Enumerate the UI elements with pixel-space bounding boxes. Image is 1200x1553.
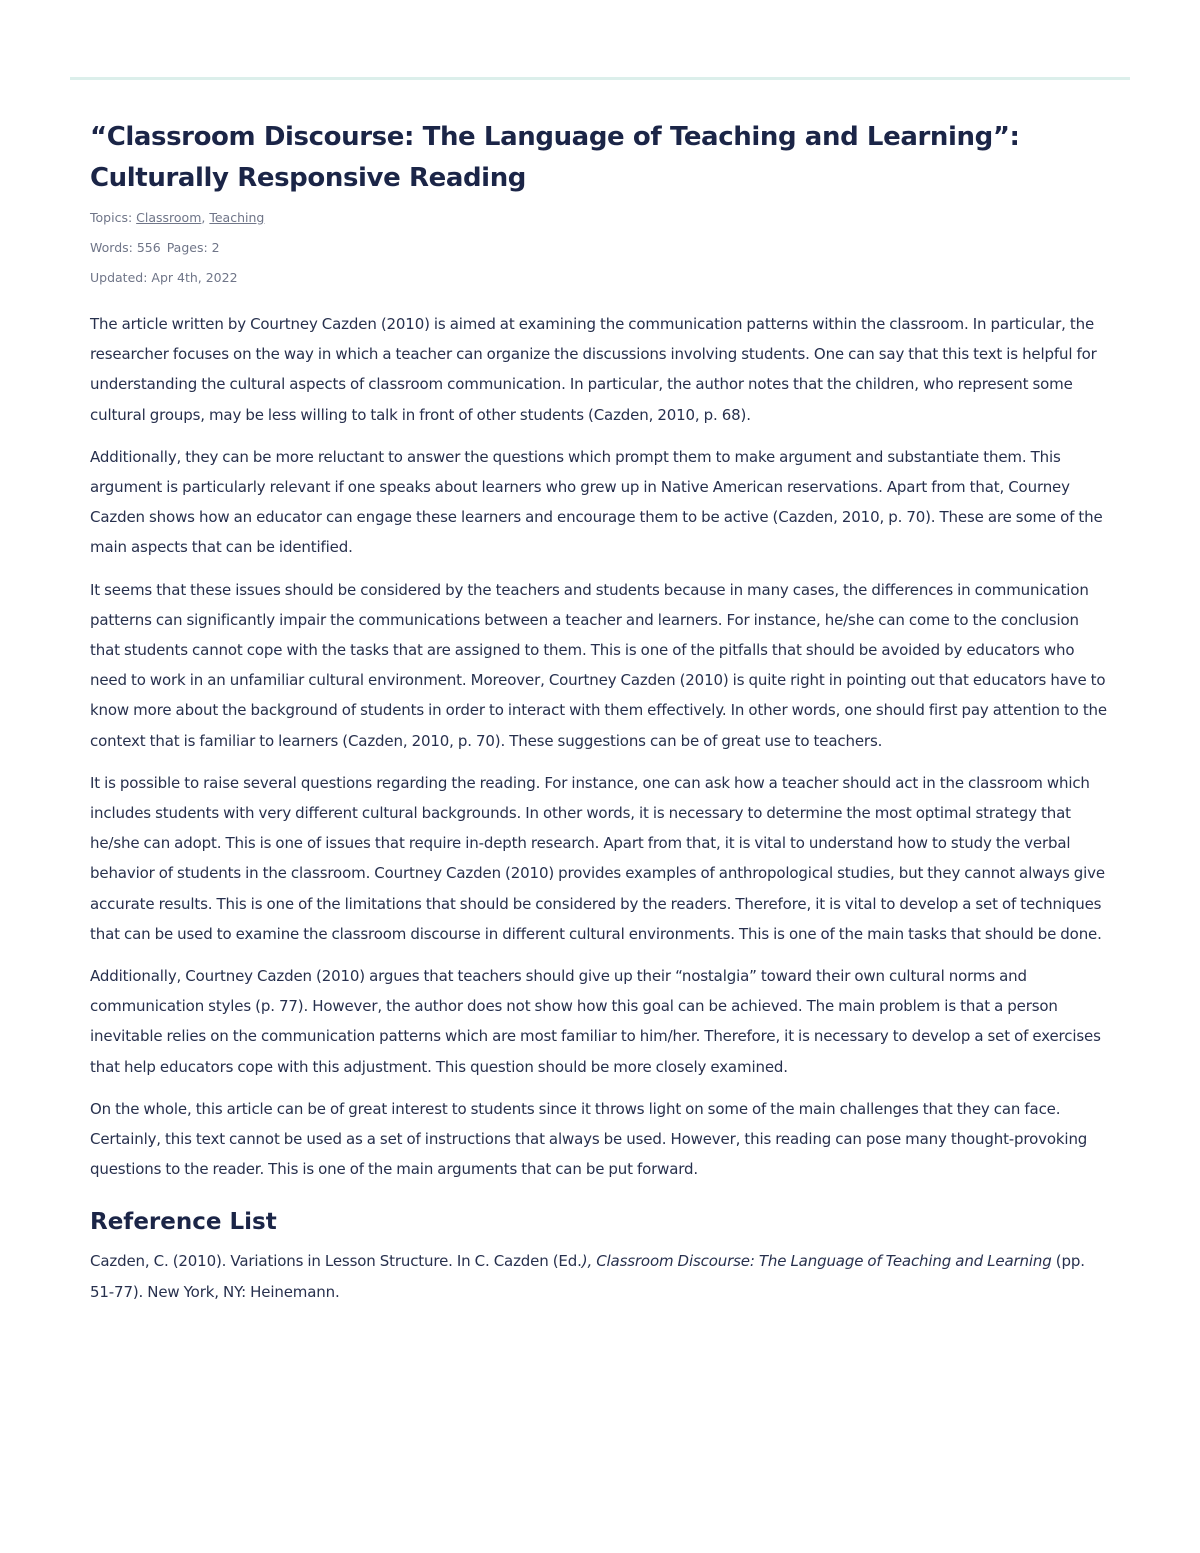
word-count: Words: 556: [90, 240, 161, 255]
topics-separator: ,: [201, 210, 206, 225]
article-body: [90, 309, 1112, 1184]
page-title: “Classroom Discourse: The Language of Teaching and Learning”: Culturally Responsive Reading: [90, 122, 1020, 193]
paragraph: The article written by Courtney Cazden (2010) is aimed at examining the communication patterns within the classroom. In particular, the researcher focuses on the way in which a teacher can organize the discussions involving students. One can say that this text is helpful for understanding the cultural aspects of classroom communication. In particular, the author notes that the children, who represent some cultural groups, may be less willing to talk in front of other students (Cazden, 2010, p. 68).: [90, 315, 1097, 424]
topic-link-classroom[interactable]: Classroom: [136, 210, 202, 225]
stats-line: [90, 239, 1112, 257]
reference-entry: [90, 1246, 1112, 1306]
updated-date: Updated: Apr 4th, 2022: [90, 270, 238, 285]
topics-label: Topics:: [90, 210, 133, 225]
reference-list-heading: Reference List: [90, 1209, 277, 1236]
reference-text: Cazden, C. (2010). Variations in Lesson Structure. In C. Cazden (Ed.: [90, 1252, 582, 1271]
topics-line: [90, 209, 1112, 227]
paragraph: On the whole, this article can be of great interest to students since it throws light on some of the main challenges that they can face. Certainly, this text cannot be used as a set of instructions that always be used. However, this reading can pose many thought-provoking questions to the reader. This is one of the main arguments that can be put forward.: [90, 1099, 1088, 1179]
header-divider: [70, 77, 1130, 80]
paragraph: It seems that these issues should be considered by the teachers and students because in many cases, the differences in communication patterns can significantly impair the communications between a teacher and learners. For instance, he/she can come to the conclusion that students cannot cope with the tasks that are assigned to them. This is one of the pitfalls that should be avoided by educators who need to work in an unfamiliar cultural environment. Moreover, Courtney Cazden (2010) is quite right in pointing out that educators have to know more about the background of students in order to interact with them effectively. In other words, one should first pay attention to the context that is familiar to learners (Cazden, 2010, p. 70). These suggestions can be of great use to teachers.: [90, 580, 1107, 750]
reference-publisher: (pp. 51-77). New York, NY: Heinemann.: [90, 1252, 1085, 1301]
reference-book-title: ), Classroom Discourse: The Language of Teaching and Learning: [581, 1252, 1052, 1271]
article: [90, 117, 1112, 1307]
topic-link-teaching[interactable]: Teaching: [209, 210, 265, 225]
page-count: Pages: 2: [166, 240, 220, 255]
paragraph: Additionally, they can be more reluctant to answer the questions which prompt them to make argument and substantiate them. This argument is particularly relevant if one speaks about learners who grew up in Native American reservations. Apart from that, Courney Cazden shows how an educator can engage these learners and encourage them to be active (Cazden, 2010, p. 70). These are some of the main aspects that can be identified.: [90, 447, 1103, 557]
paragraph: Additionally, Courtney Cazden (2010) argues that teachers should give up their “nostalgia” toward their own cultural norms and communication styles (p. 77). However, the author does not show how this goal can be achieved. The main problem is that a person inevitable relies on the communication patterns which are most familiar to him/her. Therefore, it is necessary to develop a set of exercises that help educators cope with this adjustment. This question should be more closely examined.: [90, 967, 1101, 1076]
paragraph: It is possible to raise several questions regarding the reading. For instance, one can ask how a teacher should act in the classroom which includes students with very different cultural backgrounds. In other words, it is necessary to determine the most optimal strategy that he/she can adopt. This is one of issues that require in-depth research. Apart from that, it is vital to understand how to study the verbal behavior of students in the classroom. Courtney Cazden (2010) provides examples of anthropological studies, but they cannot always give accurate results. This is one of the limitations that should be considered by the readers. Therefore, it is vital to develop a set of techniques that can be used to examine the classroom discourse in different cultural environments. This is one of the main tasks that should be done.: [90, 773, 1105, 943]
